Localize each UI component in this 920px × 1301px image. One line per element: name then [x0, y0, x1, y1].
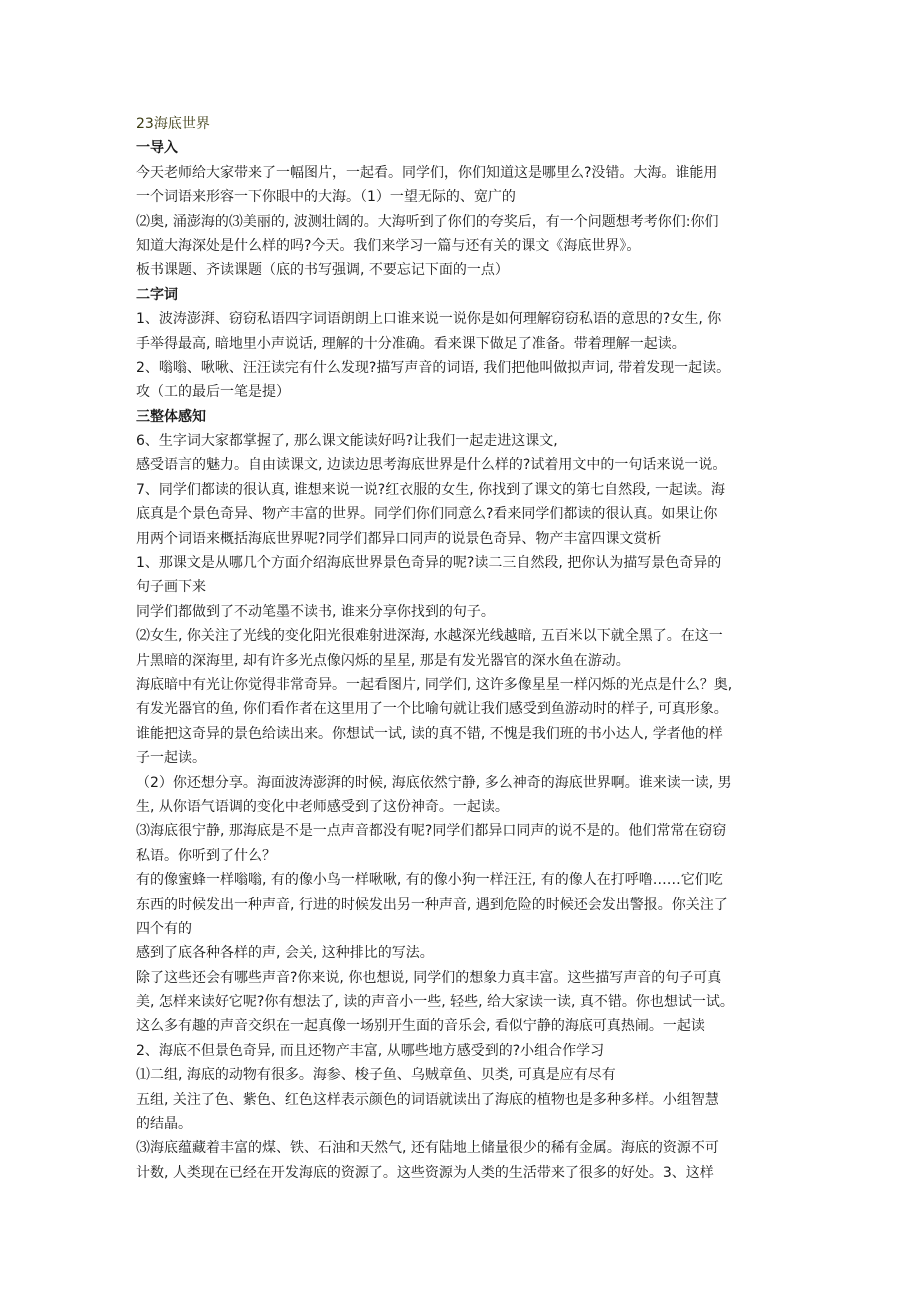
text-line: 有的像蜜蜂一样嗡嗡, 有的像小鸟一样啾啾, 有的像小狗一样汪汪, 有的像人在打呼噜……它们吃 [136, 872, 723, 889]
text-line: 除了这些还会有哪些声音?你来说, 你也想说, 同学们的想象力真丰富。这些描写声音的句子可真 [136, 969, 722, 986]
text-line: 7、同学们都读的很认真, 谁想来说一说?红衣服的女生, 你找到了课文的第七自然段, 一起读。海 [136, 481, 726, 498]
document-title: 23海底世界 [136, 116, 210, 132]
text-line: 美, 怎样来读好它呢?你有想法了, 读的声音小一些, 轻些, 给大家读一读, 真不错。你也想试一试。 [136, 994, 734, 1011]
text-line: 的结晶。 [136, 1116, 192, 1133]
text-line: ⑶海底蕴藏着丰富的煤、铁、石油和天然气, 还有陆地上储量很少的稀有金属。海底的资源不可 [136, 1140, 719, 1157]
text-line: 生, 从你语气语调的变化中老师感受到了这份神奇。一起读。 [136, 798, 509, 815]
text-line: 有发光器官的鱼, 你们看作者在这里用了一个比喻句就让我们感受到鱼游动时的样子, 可真形象。 [136, 701, 728, 718]
text-line: 这么多有趣的声音交织在一起真像一场别开生面的音乐会, 看似宁静的海底可真热闹。一起读 [136, 1018, 705, 1035]
text-line: 手举得最高, 暗地里小声说话, 理解的十分准确。看来课下做足了准备。带着理解一起读。 [136, 335, 686, 352]
text-line: 计数, 人类现在已经在开发海底的资源了。这些资源为人类的生活带来了很多的好处。3、这样 [136, 1164, 714, 1181]
text-line: 1、那课文是从哪几个方面介绍海底世界景色奇异的呢?读二三自然段, 把你认为描写景色奇异的 [136, 555, 722, 572]
text-line: 私语。你听到了什么？ [136, 847, 276, 864]
text-line: 五组, 关注了色、紫色、红色这样表示颜色的词语就读出了海底的植物也是多种多样。小组智慧 [136, 1091, 719, 1108]
document-body [136, 112, 786, 1185]
section-heading: 一导入 [136, 140, 178, 157]
text-line: 片黑暗的深海里, 却有许多光点像闪烁的星星, 那是有发光器官的深水鱼在游动。 [136, 652, 630, 669]
text-line: 同学们都做到了不动笔墨不读书, 谁来分享你找到的句子。 [136, 603, 495, 620]
text-line: 句子画下来 [136, 579, 206, 596]
text-line: 海底暗中有光让你觉得非常奇异。一起看图片, 同学们, 这许多像星星一样闪烁的光点是什么？奥, [136, 676, 733, 693]
text-line: 子一起读。 [136, 750, 206, 767]
text-line: 一个词语来形容一下你眼中的大海。（1）一望无际的、宽广的 [136, 189, 516, 206]
text-line: 板书课题、齐读课题（底的书写强调, 不要忘记下面的一点） [136, 262, 509, 279]
text-line: 四个有的 [136, 920, 192, 937]
text-line: 2、海底不但景色奇异, 而且还物产丰富, 从哪些地方感受到的?小组合作学习 [136, 1042, 605, 1059]
section-heading: 二字词 [136, 286, 178, 303]
text-line: 感到了底各种各样的声, 会关, 这种排比的写法。 [136, 945, 434, 962]
text-line: ⑶海底很宁静, 那海底是不是一点声音都没有呢?同学们都异口同声的说不是的。他们常常在窃窃 [136, 823, 727, 840]
text-line: 6、生字词大家都掌握了, 那么课文能读好吗?让我们一起走进这课文, [136, 433, 558, 450]
text-line: 攻（工的最后一笔是提） [136, 384, 290, 401]
section-heading: 三整体感知 [136, 408, 206, 425]
text-line: 感受语言的魅力。自由读课文, 边读边思考海底世界是什么样的?试着用文中的一句话来说一说。 [136, 457, 727, 474]
text-line: （2）你还想分享。海面波涛澎湃的时候, 海底依然宁静, 多么神奇的海底世界啊。谁来读一读, 男 [136, 774, 732, 791]
text-line: 东西的时候发出一种声音, 行进的时候发出另一种声音, 遇到危险的时候还会发出警报。你关注了 [136, 896, 728, 913]
text-line: 底真是个景色奇异、物产丰富的世界。同学们你们同意么?看来同学们都读的很认真。如果让你 [136, 506, 718, 523]
text-line: ⑵女生, 你关注了光线的变化阳光很难射进深海, 水越深光线越暗, 五百米以下就全黑了。在这一 [136, 628, 723, 645]
document-lines [136, 136, 786, 1185]
text-line: 谁能把这奇异的景色给读出来。你想试一试, 读的真不错, 不愧是我们班的书小达人, 学者他的样 [136, 725, 723, 742]
text-line: 知道大海深处是什么样的吗?今天。我们来学习一篇与还有关的课文《海底世界》。 [136, 237, 641, 254]
text-line: ⑴二组, 海底的动物有很多。海参、梭子鱼、乌贼章鱼、贝类, 可真是应有尽有 [136, 1067, 616, 1084]
text-line: 今天老师给大家带来了一幅图片，一起看。同学们，你们知道这是哪里么?没错。大海。谁能用 [136, 164, 718, 181]
text-line: 用两个词语来概括海底世界呢?同学们都异口同声的说景色奇异、物产丰富四课文赏析 [136, 530, 662, 547]
text-line: 1、波涛澎湃、窃窃私语四字词语朗朗上口谁来说一说你是如何理解窃窃私语的意思的?女生, 你 [136, 311, 722, 328]
text-line: 2、嗡嗡、啾啾、汪汪读完有什么发现?描写声音的词语, 我们把他叫做拟声词, 带着发现一起读。 [136, 359, 731, 376]
text-line: ⑵奥, 涌澎海的⑶美丽的, 波测壮阔的。大海听到了你们的夸奖后，有一个问题想考考你们:你们 [136, 213, 719, 230]
